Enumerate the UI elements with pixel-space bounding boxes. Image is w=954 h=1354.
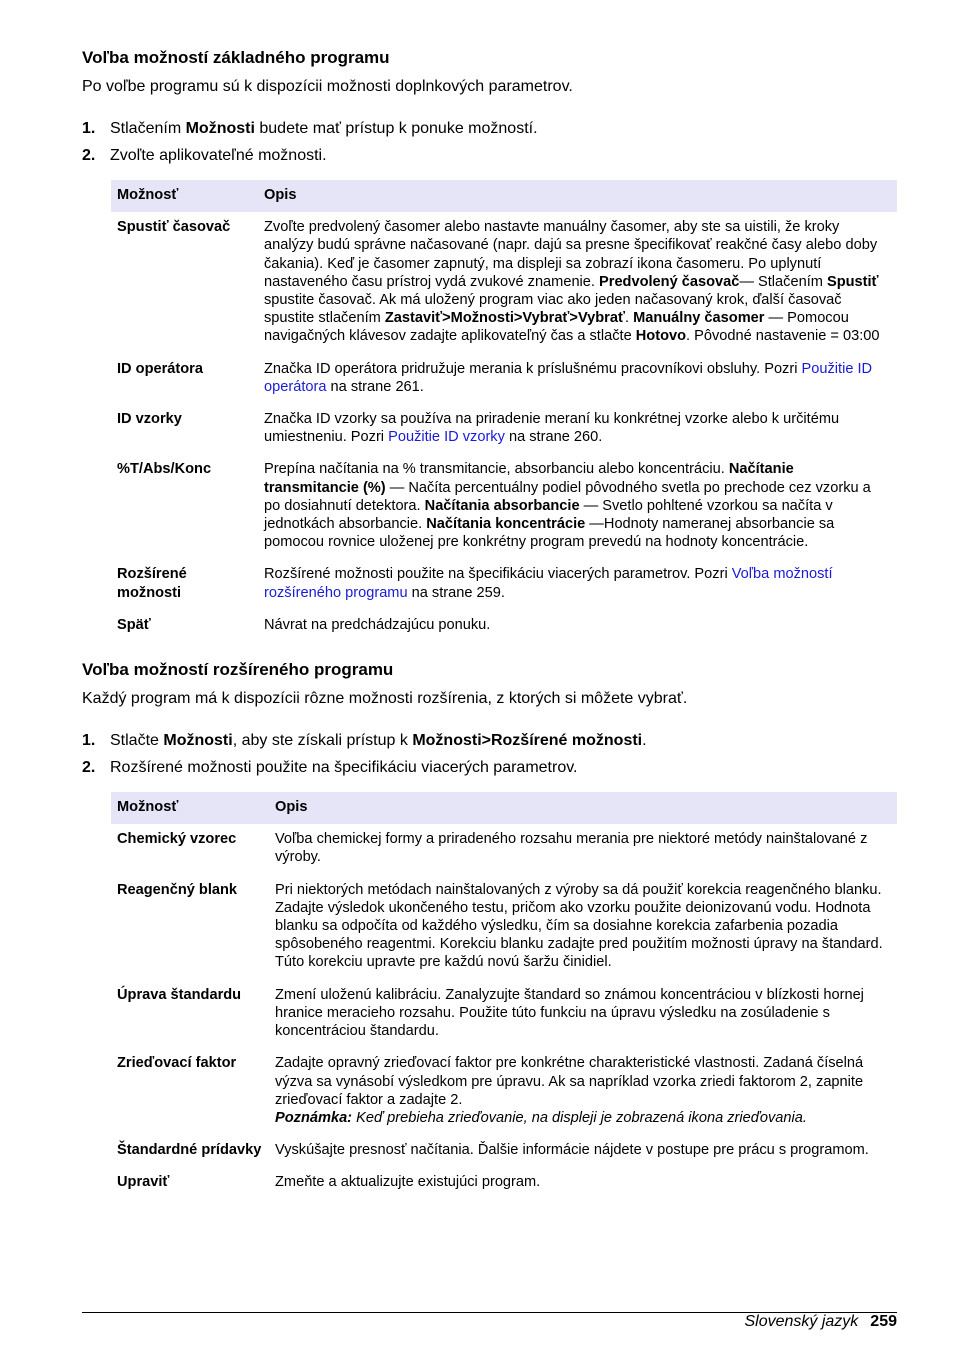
column-header-option: Možnosť — [111, 792, 269, 824]
note-text: Keď prebieha zrieďovanie, na displeji je zobrazená ikona zrieďovania. — [352, 1109, 807, 1126]
section-intro-advanced: Každý program má k dispozícii rôzne možnosti rozšírenia, z ktorých si môžete vybrať. — [82, 690, 688, 708]
table-row — [111, 1167, 897, 1199]
option-description — [258, 610, 897, 642]
step-number: 2. — [82, 147, 96, 164]
option-description — [269, 1048, 897, 1135]
step-text: Stlačením — [110, 120, 186, 137]
description-keyword: Hotovo — [635, 328, 687, 345]
description-text: Pri niektorých metódach nainštalovaných z výroby sa dá použiť korekcia reagenčného blanku. Zadajte výsledok ukončeného testu, pričom ako vzorku použite deionizovanú vodu. Hodnota blanku sa odpočíta od každého výsledku, čím sa dosiahne korekcia zafarbenia pozadia spôsobeného reagentmi. Korekciu blanku zadajte pred použitím možnosti úpravy na štandard. Túto korekciu upravte pre každú novú šaržu činidiel. — [275, 881, 883, 971]
basic-options-table — [111, 180, 897, 642]
description-text: . — [624, 310, 634, 327]
description-text: — Stlačením — [739, 273, 827, 290]
step-keyword: Možnosti — [185, 120, 255, 137]
option-name: Úprava štandardu — [117, 986, 242, 1003]
step-number: 2. — [82, 759, 96, 777]
step-item — [82, 142, 897, 169]
step-text: Rozšírené možnosti použite na špecifikáciu viacerých parametrov. — [110, 759, 578, 777]
option-description — [269, 824, 897, 874]
table-header-row — [111, 180, 897, 212]
step-keyword: Možnosti>Rozšírené možnosti — [412, 732, 643, 750]
column-header-option: Možnosť — [111, 180, 258, 212]
footer-language: Slovenský jazyk — [744, 1313, 859, 1330]
option-name: ID vzorky — [117, 411, 182, 428]
description-text: Zvoľte predvolený časomer alebo nastavte manuálny časomer, aby ste sa uistili, že kroky analýzy budú správne načasované (napr. dajú sa presne špecifikovať reakčné časy alebo doby čakania). Keď je časomer zapnutý, ma displeji sa zobrazí ikona časomeru. Po uplynutí nastaveného času prístroj vydá zvukové znamenie. — [264, 219, 878, 290]
table-row — [111, 354, 897, 404]
option-name: Zrieďovací faktor — [117, 1055, 237, 1072]
option-description — [258, 404, 897, 454]
description-keyword: Zastaviť>Možnosti>Vybrať>Vybrať — [384, 310, 625, 327]
section-title-basic-options: Voľba možností základného programu — [82, 48, 390, 67]
option-name: Reagenčný blank — [117, 881, 238, 898]
option-description — [269, 980, 897, 1049]
option-name: Štandardné prídavky — [117, 1142, 262, 1159]
description-text: Zmeňte a aktualizujte existujúci program. — [275, 1174, 541, 1191]
table-body — [111, 824, 897, 1199]
option-description — [258, 212, 897, 353]
option-name: Späť — [117, 616, 151, 633]
description-text: Značka ID vzorky sa používa na priradenie meraní ku konkrétnej vzorke alebo k určitému umiestneniu. Pozri — [264, 411, 840, 446]
step-number: 1. — [82, 732, 96, 750]
description-keyword: Spustiť — [826, 273, 879, 290]
description-text: Zadajte opravný zrieďovací faktor pre konkrétne charakteristické vlastnosti. Zadaná číselná výzva sa vynásobí výsledkom pre úpravu. Ak sa napríklad vzorka zriedi faktorom 2, zapnite zrieďovací faktor a zadajte 2. — [275, 1055, 864, 1108]
section-intro-basic: Po voľbe programu sú k dispozícii možnosti doplnkových parametrov. — [82, 78, 573, 95]
description-text: — Pomocou navigačných klávesov zadajte aplikovateľný čas a stlačte — [264, 310, 849, 345]
steps-list-advanced — [82, 727, 897, 781]
step-text: Zvoľte aplikovateľné možnosti. — [110, 147, 327, 164]
step-number: 1. — [82, 120, 96, 137]
option-name: Rozšírené možnosti — [117, 566, 187, 601]
option-name: Spustiť časovač — [117, 219, 231, 236]
table-row — [111, 875, 897, 980]
description-text: Zmení uloženú kalibráciu. Zanalyzujte štandard so známou koncentráciou v blízkosti hornej hranice meracieho rozsahu. Použite túto funkciu na úpravu výsledku na zosúladenie s koncentráciou štandardu. — [275, 986, 864, 1040]
table-body — [111, 212, 897, 642]
description-text: — Načíta percentuálny podiel pôvodného svetla po prechode cez vzorku a po dosiahnutí detektora. — [264, 479, 871, 514]
cross-reference-link[interactable]: Použitie ID operátora — [264, 360, 873, 395]
step-text: budete mať prístup k ponuke možností. — [254, 120, 538, 137]
advanced-options-table — [111, 792, 897, 1199]
description-text: —Hodnoty nameranej absorbancie sa pomocou rovnice uloženej pre konkrétny program prevedú na hodnoty koncentrácie. — [264, 516, 835, 551]
description-text: Voľba chemickej formy a priradeného rozsahu merania pre niektoré metódy nainštalované z výroby. — [275, 831, 868, 866]
page-content — [82, 46, 897, 1200]
option-description — [269, 1167, 897, 1199]
table-row — [111, 404, 897, 454]
description-text: Prepína načítania na % transmitancie, absorbanciu alebo koncentráciu. — [264, 461, 729, 478]
option-description — [269, 875, 897, 980]
description-keyword: Načítania absorbancie — [424, 497, 580, 514]
description-keyword: Načítanie transmitancie (%) — [264, 461, 794, 496]
table-row — [111, 212, 897, 353]
table-row — [111, 610, 897, 642]
description-text: — Svetlo pohltené vzorkou sa načíta v jednotkách absorbancie. — [264, 497, 833, 533]
description-text: Vyskúšajte presnosť načítania. Ďalšie informácie nájdete v postupe pre prácu s programom. — [275, 1142, 869, 1159]
step-text: . — [642, 732, 647, 750]
option-description — [258, 559, 897, 609]
step-item — [82, 115, 897, 142]
column-header-description: Opis — [269, 792, 897, 824]
option-description — [258, 354, 897, 404]
description-keyword: Načítania koncentrácie — [426, 516, 586, 533]
table-row — [111, 1135, 897, 1167]
description-text: spustite časovač. Ak má uložený program viac ako jeden načasovaný krok, ďalší časovač spustite stlačením — [264, 292, 842, 327]
section-title-advanced-options: Voľba možností rozšíreného programu — [82, 660, 394, 680]
table-row — [111, 454, 897, 559]
table-row — [111, 559, 897, 609]
option-description — [258, 454, 897, 559]
description-text: na strane 261. — [326, 378, 424, 395]
table-row — [111, 824, 897, 874]
description-text: Rozšírené možnosti použite na špecifikáciu viacerých parametrov. Pozri — [264, 566, 732, 583]
description-text: Návrat na predchádzajúcu ponuku. — [264, 616, 491, 633]
option-name: Chemický vzorec — [117, 831, 237, 848]
table-row — [111, 1048, 897, 1135]
page-number: 259 — [870, 1313, 897, 1330]
description-text: Značka ID operátora pridružuje merania k príslušnému pracovníkovi obsluhy. Pozri — [264, 360, 802, 377]
description-text: na strane 260. — [504, 429, 603, 446]
steps-list-basic — [82, 115, 897, 169]
note-label: Poznámka: — [275, 1109, 353, 1126]
description-text: . Pôvodné nastavenie = 03:00 — [686, 328, 880, 345]
option-name: ID operátora — [117, 360, 203, 377]
step-item — [82, 727, 897, 754]
description-keyword: Manuálny časomer — [633, 310, 765, 327]
step-keyword: Možnosti — [163, 732, 233, 750]
step-text: , aby ste získali prístup k — [232, 732, 413, 750]
table-header-row — [111, 792, 897, 824]
table-row — [111, 980, 897, 1049]
option-description — [269, 1135, 897, 1167]
step-text: Stlačte — [110, 732, 164, 750]
step-item — [82, 754, 897, 781]
page-footer — [744, 1311, 897, 1333]
description-text: na strane 259. — [407, 584, 505, 601]
option-name: Upraviť — [117, 1174, 170, 1191]
description-keyword: Predvolený časovač — [599, 273, 740, 290]
cross-reference-link[interactable]: Voľba možností rozšíreného programu — [264, 566, 833, 601]
column-header-description: Opis — [258, 180, 897, 212]
cross-reference-link[interactable]: Použitie ID vzorky — [388, 429, 505, 446]
option-name: %T/Abs/Konc — [117, 461, 212, 478]
